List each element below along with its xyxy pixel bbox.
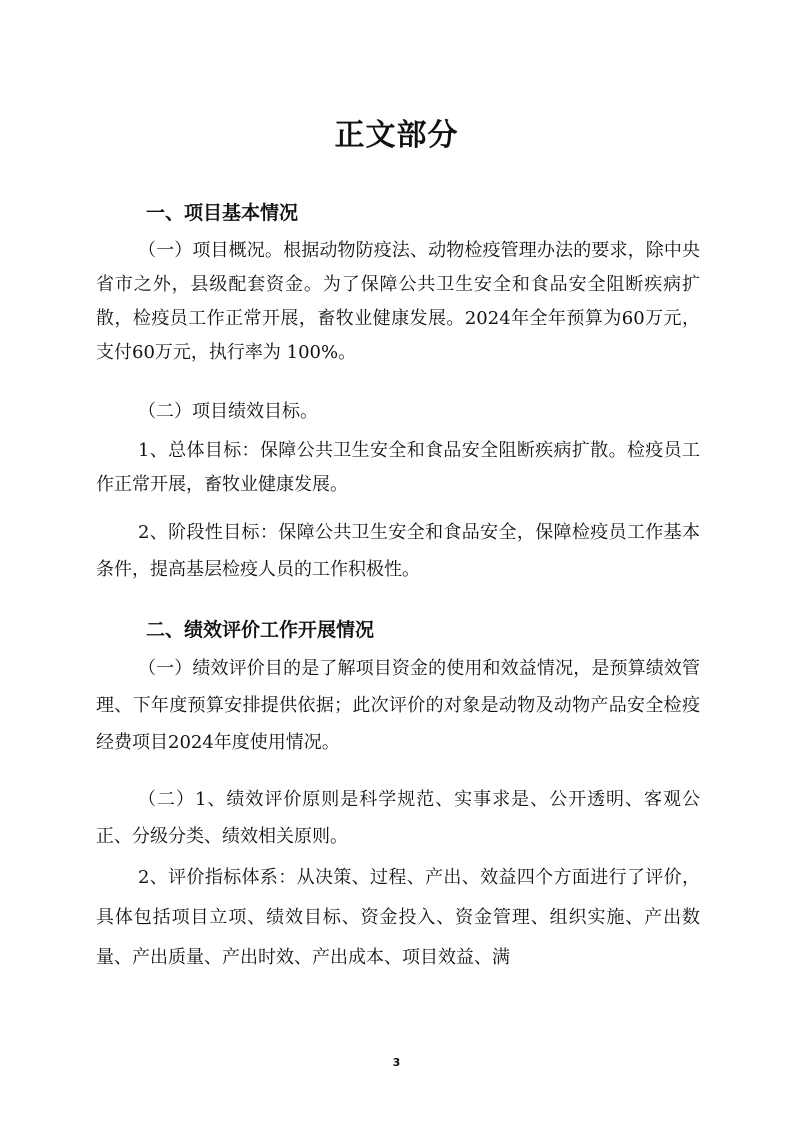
- paragraph-project-overview: （一）项目概况。根据动物防疫法、动物检疫管理办法的要求，除中央省市之外，县级配套资金。为了保障公共卫生安全和食品安全阻断疾病扩散，检疫员工作正常开展，畜牧业健康发展。2024年全年预算为60万元，支付60万元，执行率为 100%。: [96, 240, 700, 363]
- section-heading-1: 一、项目基本情况: [146, 202, 299, 224]
- paragraph-evaluation-purpose: （一）绩效评价目的是了解项目资金的使用和效益情况，是预算绩效管理、下年度预算安排提供依据；此次评价的对象是动物及动物产品安全检疫经费项目2024年度使用情况。: [96, 658, 700, 753]
- paragraph-stage-goal: 2、阶段性目标：保障公共卫生安全和食品安全，保障检疫员工作基本条件，提高基层检疫人员的工作积极性。: [96, 522, 700, 580]
- paragraph-performance-goals: （二）项目绩效目标。: [138, 401, 318, 422]
- page-title: 正文部分: [334, 118, 459, 153]
- section-heading-2: 二、绩效评价工作开展情况: [146, 619, 375, 641]
- paragraph-evaluation-principles: （二）1、绩效评价原则是科学规范、实事求是、公开透明、客观公正、分级分类、绩效相关原则。: [96, 789, 700, 847]
- paragraph-overall-goal: 1、总体目标：保障公共卫生安全和食品安全阻断疾病扩散。检疫员工作正常开展，畜牧业健康发展。: [96, 440, 700, 495]
- page-number: 3: [392, 1056, 401, 1069]
- paragraph-indicator-system: 2、评价指标体系：从决策、过程、产出、效益四个方面进行了评价，具体包括项目立项、绩效目标、资金投入、资金管理、组织实施、产出数量、产出质量、产出时效、产出成本、项目效益、满: [96, 867, 700, 968]
